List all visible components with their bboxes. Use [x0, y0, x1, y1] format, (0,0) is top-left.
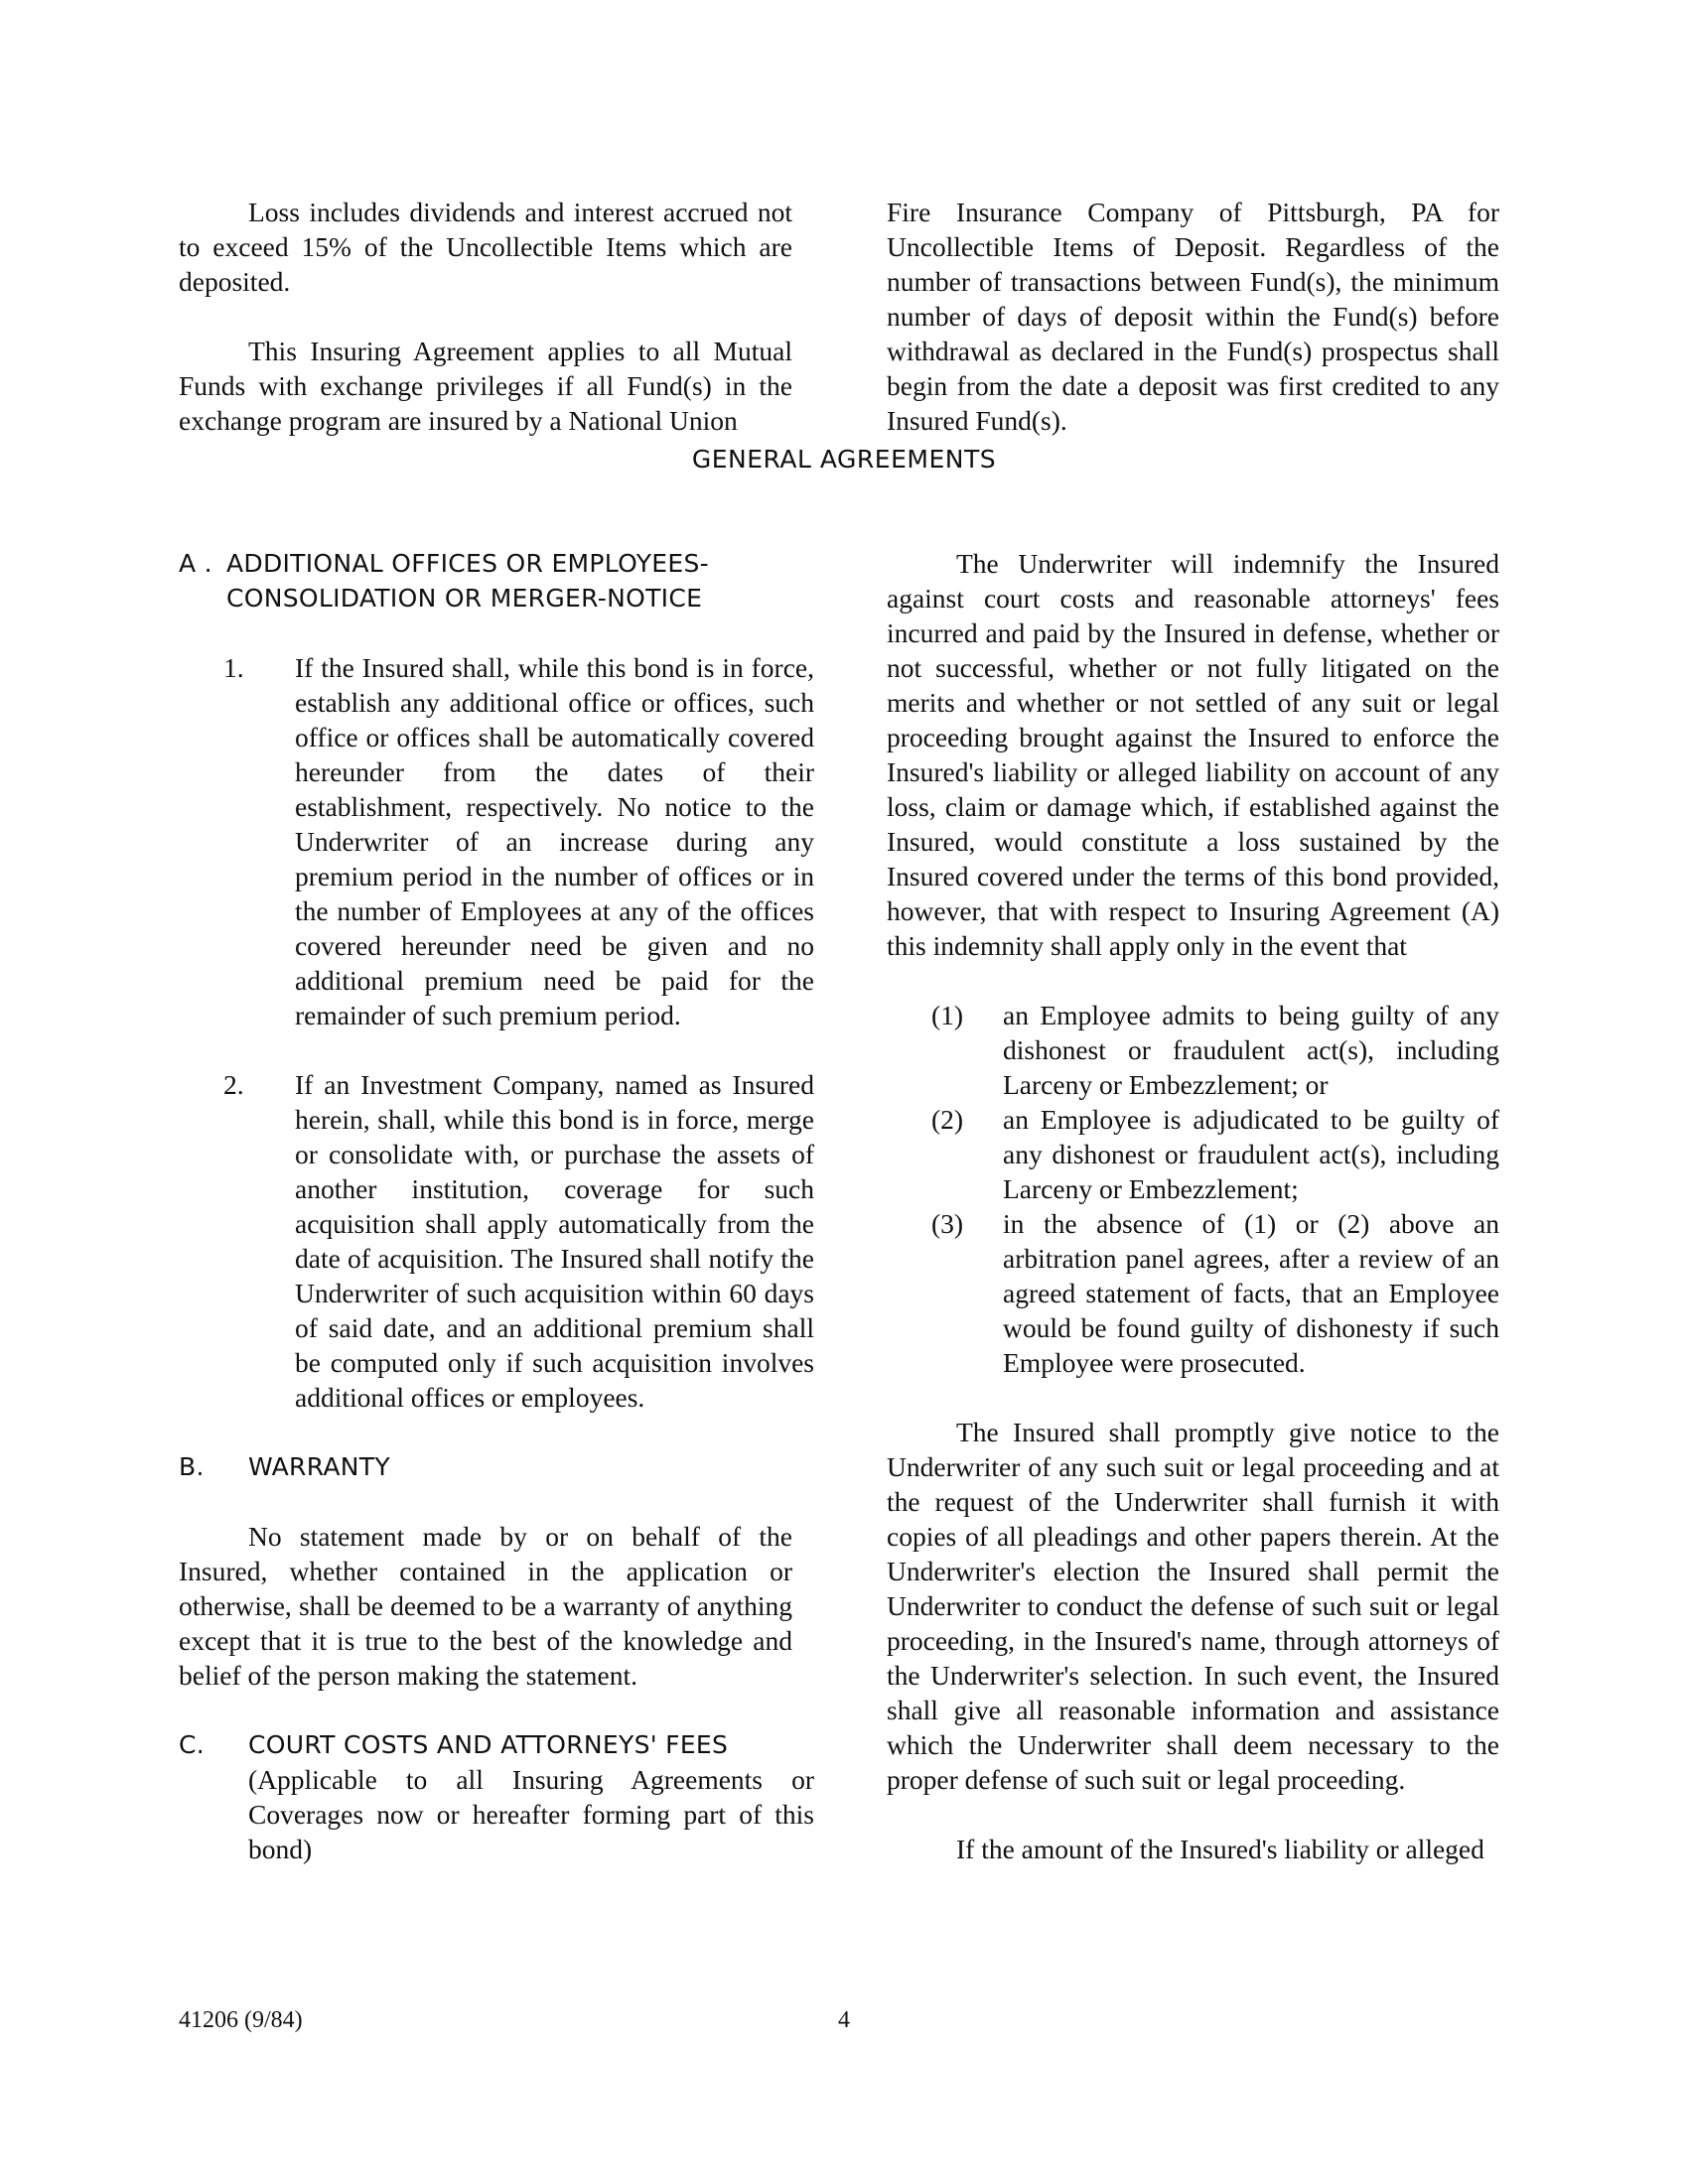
condition-item [887, 998, 1499, 1102]
item-text: If the Insured shall, while this bond is in force, establish any additional office or offices, such office or offices shall be automatically covered hereunder from the dates of their establishment, respectively. No notice to the Underwriter of an increase during any premium period in the number of offices or in the number of Employees at any of the offices covered hereunder need be given and no additional premium need be paid for the remainder of such premium period. [295, 652, 814, 1030]
general-agreements-heading: GENERAL AGREEMENTS [691, 445, 997, 474]
section-a-item-2 [179, 1067, 814, 1415]
condition-number: (1) [931, 1000, 964, 1030]
insuring-agreement-paragraph: This Insuring Agreement applies to all Mutual Funds with exchange privileges if all Fund(s) in the exchange program are insured by a National Union [179, 336, 792, 436]
top-left-column [179, 195, 792, 438]
fire-insurance-paragraph: Fire Insurance Company of Pittsburgh, PA for Uncollectible Items of Deposit. Regardless of the number of transactions between Fund(s), the minimum number of days of deposit within the Fund(s) before withdrawal as declared in the Fund(s) prospectus shall begin from the date a deposit was first credited to any Insured Fund(s). [887, 197, 1499, 436]
section-c-heading [179, 1727, 814, 1762]
item-text: If an Investment Company, named as Insured herein, shall, while this bond is in force, merge or consolidate with, or purchase the assets of another institution, coverage for such acquisition shall apply automatically from the date of acquisition. The Insured shall notify the Underwriter of such acquisition within 60 days of said date, and an additional premium shall be computed only if such acquisition involves additional offices or employees. [295, 1069, 814, 1413]
loss-paragraph: Loss includes dividends and interest accrued not to exceed 15% of the Uncollectible Items which are deposited. [179, 197, 792, 297]
section-a-item-1 [179, 650, 814, 1032]
condition-item [887, 1206, 1499, 1380]
section-c-letter: C. [179, 1730, 206, 1759]
form-code: 41206 (9/84) [179, 2007, 303, 2033]
condition-number: (2) [931, 1104, 964, 1135]
conditions-list [887, 998, 1499, 1380]
page-number: 4 [838, 2007, 850, 2033]
section-c-subtitle: (Applicable to all Insuring Agreements or Coverages now or hereafter forming part of this bond) [248, 1764, 814, 1864]
item-number: 1. [223, 652, 244, 683]
condition-text: an Employee admits to being guilty of any dishonest or fraudulent act(s), including Larceny or Embezzlement; or [1003, 1000, 1499, 1100]
condition-text: in the absence of (1) or (2) above an arbitration panel agrees, after a review of an agreed statement of facts, that an Employee would be found guilty of dishonesty if such Employee were prosecuted. [1003, 1208, 1499, 1378]
condition-item [887, 1102, 1499, 1206]
left-column [179, 546, 814, 1866]
section-b-heading [179, 1449, 814, 1484]
warranty-paragraph: No statement made by or on behalf of the Insured, whether contained in the application or otherwise, shall be deemed to be a warranty of anything except that it is true to the best of the knowledge and belief of the person making the statement. [179, 1521, 792, 1691]
item-number: 2. [223, 1069, 244, 1100]
top-right-column [887, 195, 1499, 438]
notice-paragraph: The Insured shall promptly give notice to the Underwriter of any such suit or legal proceeding and at the request of the Underwriter shall furnish it with copies of all pleadings and other papers therein. At the Underwriter's election the Insured shall permit the Underwriter to conduct the defense of such suit or legal proceeding, in the Insured's name, through attorneys of the Underwriter's selection. In such event, the Insured shall give all reasonable information and assistance which the Underwriter shall deem necessary to the proper defense of such suit or legal proceeding. [887, 1417, 1499, 1795]
indemnify-paragraph: The Underwriter will indemnify the Insured against court costs and reasonable attorneys' fees incurred and paid by the Insured in defense, whether or not successful, whether or not fully litigated on the merits and whether or not settled of any suit or legal proceeding brought against the Insured to enforce the Insured's liability or alleged liability on account of any loss, claim or damage which, if established against the Insured, would constitute a loss sustained by the Insured covered under the terms of this bond provided, however, that with respect to Insuring Agreement (A) this indemnity shall apply only in the event that [887, 548, 1499, 961]
section-a-title: ADDITIONAL OFFICES OR EMPLOYEES-CONSOLIDATION OR MERGER-NOTICE [226, 549, 709, 613]
liability-paragraph: If the amount of the Insured's liability or alleged [956, 1834, 1484, 1864]
condition-number: (3) [931, 1208, 964, 1239]
section-a-heading [179, 546, 814, 615]
section-b-letter: B. [179, 1452, 205, 1481]
condition-text: an Employee is adjudicated to be guilty of any dishonest or fraudulent act(s), including Larceny or Embezzlement; [1003, 1104, 1499, 1204]
section-b-title: WARRANTY [248, 1452, 390, 1481]
section-a-letter: A . [179, 549, 212, 578]
section-c-title: COURT COSTS AND ATTORNEYS' FEES [248, 1730, 729, 1759]
right-column [887, 546, 1499, 1866]
